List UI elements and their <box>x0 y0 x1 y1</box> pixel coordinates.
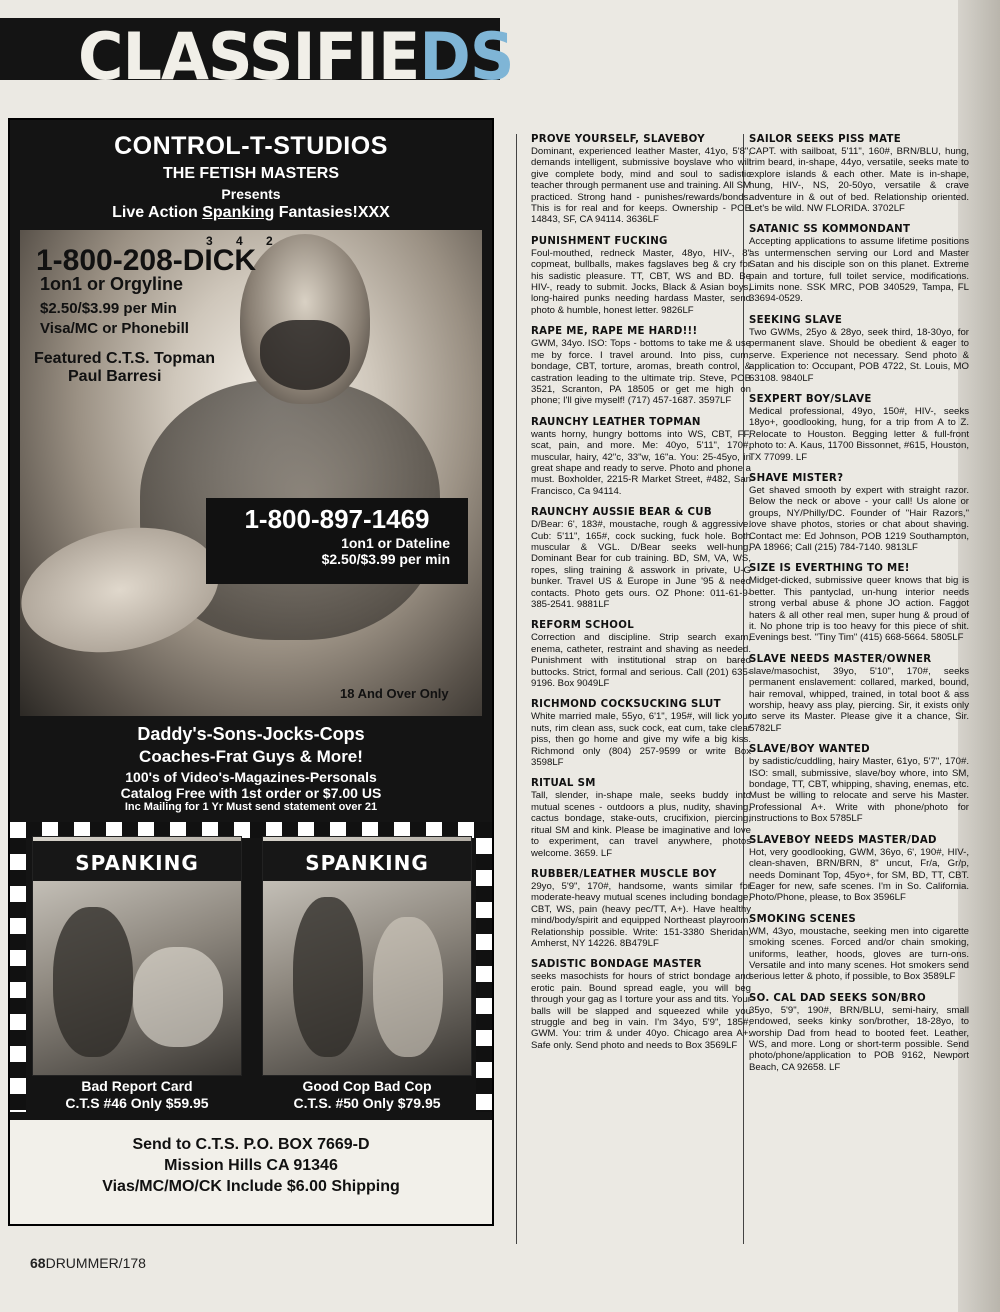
classified-ad <box>531 778 751 858</box>
age-notice: 18 And Over Only <box>340 686 449 701</box>
classified-heading: SLAVE/BOY WANTED <box>749 744 870 756</box>
classified-ad <box>749 134 969 214</box>
section-title: CLASSIFIEDS <box>78 18 514 95</box>
classified-heading: PUNISHMENT FUCKING <box>531 235 668 247</box>
featured-line2: Paul Barresi <box>68 368 162 385</box>
classified-ad <box>531 417 751 497</box>
classified-heading: RUBBER/LEATHER MUSCLE BOY <box>531 868 717 880</box>
classified-ad <box>531 869 751 949</box>
classified-body: seeks masochists for hours of strict bondage and erotic pain. Bound spread eagle, you will beg through your gag as I torture your ass and tits. Your balls will be slapped and squeezed while you struggle and beg in vain. I'm 34yo, 5'9", 185#, GWM. You: trim & under 40yo. Chicago area A+. Safe only. Send photo and needs to Box 3569LF <box>531 971 751 1051</box>
video-cover-1: SPANKING <box>32 836 242 1076</box>
ad-header <box>10 120 492 230</box>
classified-heading: SATANIC SS KOMMONDANT <box>749 224 911 236</box>
classified-body: Dominant, experienced leather Master, 41yo, 5'8", demands intelligent, submissive boyslave who will give complete body, mind and soul to sadistic teacher through permanent use and training. All SM practiced. Strong hand - punishes/rewards/bonds. This is for real and for keeps. Ownership - POB 14843, SF, CA 94114. 3636LF <box>531 146 751 226</box>
classified-ad <box>531 959 751 1051</box>
classified-heading: RITUAL SM <box>531 778 596 790</box>
classified-ad <box>749 563 969 643</box>
classified-ad <box>531 326 751 406</box>
phone1-line3: Visa/MC or Phonebill <box>40 320 189 337</box>
classified-heading: SIZE IS EVERTHING TO ME! <box>749 563 910 575</box>
checker-border-left <box>10 822 26 1112</box>
classifieds-column-1 <box>531 134 751 1061</box>
checker-border-right <box>476 822 492 1112</box>
classified-heading: RAPE ME, RAPE ME HARD!!! <box>531 326 698 338</box>
studio-name: CONTROL-T-STUDIOS <box>114 132 388 160</box>
classified-ad <box>749 744 969 824</box>
classified-body: Tall, slender, in-shape male, seeks buddy into mutual scenes - outdoors a plus, nudity, shaving, cactus bondage, stake-outs, crucifixion, piercing, ritual SM and kink. Please be imaginative and love to experiment, can travel anywhere, photos welcome. 3659. LF <box>531 790 751 859</box>
classified-ad <box>531 699 751 768</box>
ad-ordering-info: Send to C.T.S. P.O. BOX 7669-D Mission Hills CA 91346 Vias/MC/MO/CK Include $6.00 Shipping <box>10 1120 492 1224</box>
classified-ad <box>749 993 969 1073</box>
classified-heading: SLAVEBOY NEEDS MASTER/DAD <box>749 834 937 846</box>
classifieds-column-2 <box>749 134 969 1083</box>
classified-ad <box>749 315 969 384</box>
classified-heading: SEEKING SLAVE <box>749 314 843 326</box>
classified-body: Medical professional, 49yo, 150#, HIV-, seeks 18yo+, goodlooking, hung, for a trip from A to Z. Relocate to Houston. Begging letter & full-front photo to: A. Kaus, 11700 Bissonnet, #615, Houston, TX 77099. LF <box>749 405 969 463</box>
classified-heading: RAUNCHY AUSSIE BEAR & CUB <box>531 507 712 519</box>
classified-heading: SLAVE NEEDS MASTER/OWNER <box>749 653 932 665</box>
classified-body: 29yo, 5'9", 170#, handsome, wants similar for moderate-heavy mutual scenes including bondage, CBT, WS, pain (heavy pec/TT, A+). Have healthy mind/body/spirit and equipped Northeast playroom. Relationship possible. Write: 151-3380 Sheridan, Amherst, NY 14226. 8B479LF <box>531 880 751 949</box>
phone-digits: 3 4 2 <box>206 234 283 248</box>
classified-ad <box>749 914 969 983</box>
classified-ad <box>749 473 969 553</box>
phone1-line1: 1on1 or Orgyline <box>40 274 184 294</box>
classified-heading: SEXPERT BOY/SLAVE <box>749 393 872 405</box>
classified-heading: PROVE YOURSELF, SLAVEBOY <box>531 134 705 145</box>
phone-number-2: 1-800-897-1469 <box>244 504 430 534</box>
classified-body: Foul-mouthed, redneck Master, 48yo, HIV-, 8" copmeat, bullballs, makes fagslaves beg & cry for his sadistic pleasure. TT, CBT, WS and BD. Be HIV-, ready to submit. Jocks, Black & Asian boys, long-haired punks needing hardass Master, send photo & humble, honest letter. 9826LF <box>531 247 751 316</box>
classified-ad <box>531 134 751 226</box>
classified-body: WM, 43yo, moustache, seeking men into cigarette smoking scenes. Forced and/or chain smoking, uniforms, leather, hoods, gloves are turn-ons. Versatile and into many scenes. Hot smokers send serious letter & photo, if possible, to Box 3589LF <box>749 925 969 983</box>
phone2-line1: 1on1 or Dateline <box>341 535 450 551</box>
classified-heading: SHAVE MISTER? <box>749 472 844 484</box>
classified-body: Correction and discipline. Strip search exam, enema, catheter, restraint and shaving as needed. Punishment with institutional strap on bared buttocks. Strict, formal and serious. Call (201) 635-9196. Box 9049LF <box>531 632 751 690</box>
page-footer: 68DRUMMER/178 <box>30 1255 146 1271</box>
column-rule-left <box>516 134 517 1244</box>
classified-ad <box>531 620 751 689</box>
classified-ad <box>531 507 751 610</box>
classified-ad <box>749 394 969 463</box>
cts-advertisement <box>8 118 494 1226</box>
featured-line1: Featured C.T.S. Topman <box>34 350 216 367</box>
classified-ad <box>749 654 969 734</box>
video-cover-2: SPANKING <box>262 836 472 1076</box>
classified-ad <box>749 224 969 304</box>
classified-body: 35yo, 5'9", 190#, BRN/BLU, semi-hairy, small endowed, seeks kinky son/brother, 18-28yo, to worship Dad from head to booted feet. Leather, WS, and more. Long or short-term possible. Send photo/phone/application to POB 9162, Newport Beach, CA 92658. LF <box>749 1004 969 1073</box>
classified-heading: SO. CAL DAD SEEKS SON/BRO <box>749 992 926 1004</box>
ad-middle-text: Daddy's-Sons-Jocks-Cops Coaches-Frat Guys & More! 100's of Video's-Magazines-Personals Catalog Free with 1st order or $7.00 US Inc Mailing for 1 Yr Must send statement over 21 <box>120 724 382 813</box>
live-action-text: Live Action Spanking Fantasies!XXX <box>112 204 390 221</box>
classified-heading: SADISTIC BONDAGE MASTER <box>531 959 702 971</box>
classified-body: Hot, very goodlooking, GWM, 36yo, 6', 190#, HIV-, clean-shaven, BRN/BRN, 8" uncut, Fr/a, Gr/p, needs Dominant Top, 45yo+, for SM, BD, TT, CBT. Eager for new, safe scenes. I'm in So. California. Photo/Phone, please, to Box 3596LF <box>749 846 969 904</box>
classified-body: White married male, 55yo, 6'1", 195#, will lick your nuts, rim clean ass, suck cock, eat cum, take clear piss, then go home and give my wife a big kiss. Richmond only (804) 257-9599 or write Box 3598LF <box>531 711 751 769</box>
classified-body: CAPT. with sailboat, 5'11", 160#, BRN/BLU, hung, trim beard, in-shape, 44yo, versatile, seeks mate to explore islands & each other. Mate is in-shape, hung, HIV-, NS, 20-50yo, versatile & crave adventure in & out of bed. Relationship oriented. Let's be wild. NW FLORIDA. 3702LF <box>749 146 969 215</box>
cover-caption-1: Bad Report Card C.T.S #46 Only $59.95 <box>65 1078 209 1111</box>
classified-body: D/Bear: 6', 183#, moustache, rough & aggressive. Cub: 5'11", 165#, cock sucking, fuck hole. Both muscular & VGL. D/Bear seeks well-hung, Dominant Bear for cub training. BD, SM, VA, WS, ropes, sling training & asswork in private, U-G bunker. Travel US & Europe in June '95 & need contacts. Photo gets ours. OZ Phone: 011-61-9-385-2541. 9881LF <box>531 519 751 610</box>
classified-ad <box>749 835 969 904</box>
header-band <box>0 18 514 95</box>
classified-heading: REFORM SCHOOL <box>531 620 635 632</box>
studio-tagline: THE FETISH MASTERS <box>162 165 339 182</box>
classified-body: by sadistic/cuddling, hairy Master, 61yo, 5'7", 170#. ISO: small, submissive, slave/boy whore, into SM, bondage, TT, CBT, whipping, shaving, enemas, etc. Must be willing to relocate and serve his Master. Professional A+. Write with phone/photo for instructions to Box 5785LF <box>749 756 969 825</box>
classified-heading: SMOKING SCENES <box>749 913 857 925</box>
classified-body: Midget-dicked, submissive queer knows that big is better. This pantyclad, un-hung interior needs strong verbal abuse & phone JO action. Faggot haters & all other real men, super hung & proud of it. No phone trip is too heavy for this piece of shit. Evenings best. "Tiny Tim" (415) 668-5664. 5805LF <box>749 575 969 644</box>
classified-body: Accepting applications to assume lifetime positions as untermenschen serving our Lord and Master Satan and his disciple son on this planet. Extreme pain and torture, full toilet service, modifications. Limits none. SSK MRC, POB 340529, Tampa, FL 33694-0529. <box>749 236 969 305</box>
classified-heading: RAUNCHY LEATHER TOPMAN <box>531 416 701 428</box>
phone2-line2: $2.50/$3.99 per min <box>321 551 450 567</box>
phone1-line2: $2.50/$3.99 per Min <box>40 300 177 317</box>
classified-heading: SAILOR SEEKS PISS MATE <box>749 134 901 145</box>
classified-ad <box>531 236 751 316</box>
presents-text: Presents <box>221 186 281 202</box>
phone-number-1: 1-800-208-DICK <box>36 244 257 277</box>
classified-body: Two GWMs, 25yo & 28yo, seek third, 18-30yo, for permanent slave. Should be obedient & eager to serve. Experience not necessary. Send photo & application to: Occupant, POB 4722, St. Louis, MO 63108. 9840LF <box>749 326 969 384</box>
cover-caption-2: Good Cop Bad Cop C.T.S. #50 Only $79.95 <box>293 1078 441 1111</box>
phone-box-2 <box>206 498 468 584</box>
classified-heading: RICHMOND COCKSUCKING SLUT <box>531 699 721 711</box>
classified-body: GWM, 34yo. ISO: Tops - bottoms to take me & use me by force. I travel around. Into piss, cum, bondage, CBT, torture, aromas, breath control, & castration leading to the ultimate trip. Steve, POB 3521, Scranton, PA 18505 or get me high on phone; I'll give myself! (717) 457-1687. 3597LF <box>531 338 751 407</box>
classified-body: Get shaved smooth by expert with straight razor. Below the neck or above - your call! Us alone or groups, NY/Philly/DC. Founder of "Hair Razors," love shave photos, stories or chat about shaving. Contact me: Ed Johnson, POB 1219 Southampton, PA 18966; Call (215) 784-7140. 9813LF <box>749 484 969 553</box>
classified-body: wants horny, hungry bottoms into WS, CBT, FF, scat, pain, and more. Me: 40yo, 5'11", 170#, muscular, hairy, 42"c, 33"w, 16"a. You: 25-45yo, in great shape and ready to serve. Photo and phone a must. Boxholder, 2215-R Market Street, #482, San Francisco, Ca 94114. <box>531 428 751 497</box>
classified-body: slave/masochist, 39yo, 5'10", 170#, seeks permanent enslavement: collared, marked, bound, hair removal, whipped, trained, in total boot & ass worship, heavy ass play, piercing. Sir, it exists only to serve its Master. Please give it a chance, Sir. 5782LF <box>749 665 969 734</box>
